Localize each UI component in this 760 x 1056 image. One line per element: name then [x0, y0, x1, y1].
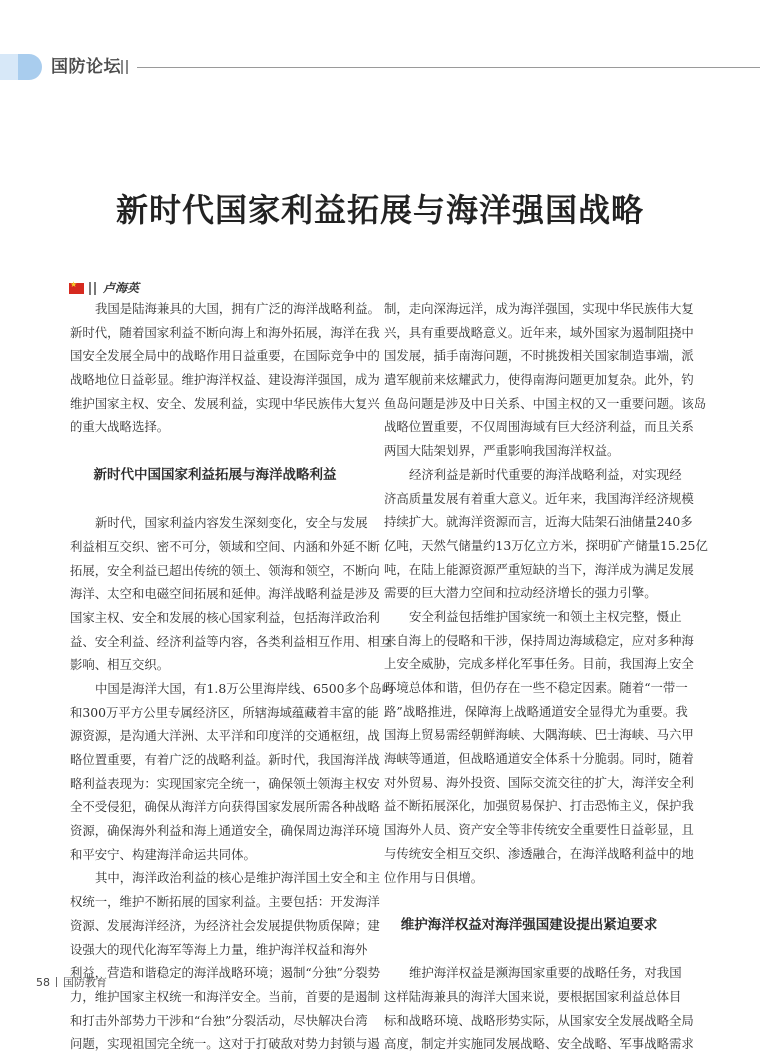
text-line: 的重大战略选择。 — [70, 419, 170, 435]
text-line: 济高质量发展有着重大意义。近年来，我国海洋经济规模 — [384, 490, 694, 506]
text-line: 对外贸易、海外投资、国际交流交往的扩大，海洋安全利 — [384, 774, 694, 790]
text-line: 资源、发展海洋经济，为经济社会发展提供物质保障；建 — [70, 917, 380, 933]
right-column — [384, 297, 708, 1056]
text-line: 问题，实现祖国完全统一。这对于打破敌对势力封锁与遏 — [70, 1036, 380, 1052]
paragraph — [384, 297, 707, 463]
text-line: 我国是陆海兼具的大国，拥有广泛的海洋战略利益。 — [95, 301, 380, 316]
text-line: 鱼岛问题是涉及中日关系、中国主权的又一重要问题。该岛 — [384, 395, 707, 411]
text-line: 略利益表现为：实现国家完全统一，确保领土领海主权安 — [70, 775, 380, 791]
text-line: 国发展，插手南海问题，不时挑拨相关国家制造事端，派 — [384, 348, 694, 364]
text-line: 安全利益包括维护国家统一和领土主权完整，慑止 — [409, 608, 682, 624]
text-line: 这样陆海兼具的海洋大国来说，要根据国家利益总体目 — [384, 988, 682, 1004]
text-line: 亿吨，天然气储量约13万亿立方米，探明矿产储量15.25亿 — [384, 537, 708, 553]
text-line: 国家主权、安全和发展的核心国家利益，包括海洋政治利 — [70, 609, 380, 625]
text-line: 影响、相互交织。 — [70, 657, 170, 673]
header-rule — [137, 67, 760, 68]
text-line: 吨，在陆上能源资源严重短缺的当下，海洋成为满足发展 — [384, 561, 694, 577]
paragraph — [384, 605, 694, 889]
left-column — [70, 297, 395, 1056]
text-line: 益不断拓展深化，加强贸易保护、打击恐怖主义，保护我 — [384, 798, 694, 814]
text-line: 遣军舰前来炫耀武力，使得南海问题更加复杂。此外，钓 — [384, 372, 694, 388]
paragraph — [70, 511, 393, 677]
magazine-name: 国防教育 — [63, 976, 107, 989]
section-spacer — [384, 889, 674, 903]
text-line: 需要的巨大潜力空间和拉动经济增长的强力引擎。 — [384, 585, 657, 601]
text-line: 标和战略环境、战略形势实际，从国家安全发展战略全局 — [384, 1012, 694, 1028]
text-line: 和打击外部势力干涉和“台独”分裂活动，尽快解决台湾 — [70, 1012, 368, 1028]
text-line: 兴，具有重要战略意义。近年来，域外国家为遏制阻挠中 — [384, 324, 694, 340]
text-line: 利益相互交织、密不可分，领域和空间、内涵和外延不断 — [70, 538, 380, 554]
paragraph — [384, 961, 694, 1056]
footer-divider — [56, 977, 57, 987]
text-line: 和300万平方公里专属经济区，所辖海域蕴藏着丰富的能 — [70, 704, 379, 720]
section-spacer — [70, 439, 360, 453]
text-line: 中国是海洋大国，有1.8万公里海岸线、6500多个岛屿 — [95, 680, 395, 696]
page-number: 58 — [36, 976, 50, 989]
text-line: 位作用与日俱增。 — [384, 869, 484, 885]
paragraph — [70, 297, 380, 439]
text-line: 新时代，国家利益内容发生深刻变化，安全与发展 — [95, 515, 368, 531]
text-line: 两国大陆架划界，严重影响我国海洋权益。 — [384, 443, 620, 459]
text-line: 国安全发展全局中的战略作用日益重要，在国际竞争中的 — [70, 348, 380, 364]
text-line: 路”战略推进，保障海上战略通道安全显得尤为重要。我 — [384, 703, 688, 719]
header-divider — [126, 60, 128, 74]
text-line: 资源，确保海外利益和海上通道安全，确保周边海洋环境 — [70, 823, 380, 839]
text-line: 维护国家主权、安全、发展利益，实现中华民族伟大复兴 — [70, 395, 380, 411]
text-line: 国海外人员、资产安全等非传统安全重要性日益彰显，且 — [384, 822, 694, 838]
text-line: 战略地位日益彰显。维护海洋权益、建设海洋强国，成为 — [70, 372, 380, 388]
text-line: 环境总体和谐，但仍存在一些不稳定因素。随着“一带一 — [384, 680, 688, 695]
text-line: 与传统安全相互交织、渗透融合，在海洋战略利益中的地 — [384, 845, 694, 861]
text-line: 来自海上的侵略和干涉，保持周边海域稳定，应对多种海 — [384, 632, 694, 648]
text-line: 源资源，是沟通大洋洲、太平洋和印度洋的交通枢纽，战 — [70, 728, 380, 744]
flag-icon: ★ — [69, 283, 84, 294]
text-line: 利益，营造和谐稳定的海洋战略环境；遏制“分独”分裂势 — [70, 965, 381, 981]
text-line: 制，走向深海远洋，成为海洋强国，实现中华民族伟大复 — [384, 301, 694, 316]
text-line: 上安全威胁，完成多样化军事任务。目前，我国海上安全 — [384, 656, 694, 672]
paragraph — [384, 463, 708, 605]
text-line: 设强大的现代化海军等海上力量，维护海洋权益和海外 — [70, 941, 368, 957]
text-line: 权统一，维护不断拓展的国家利益。主要包括：开发海洋 — [70, 894, 380, 910]
text-line: 维护海洋权益是濒海国家重要的战略任务，对我国 — [409, 965, 682, 981]
text-line: 益、安全利益、经济利益等内容，各类利益相互作用、相互 — [70, 633, 393, 649]
text-line: 其中，海洋政治利益的核心是维护海洋国土安全和主 — [95, 870, 380, 886]
text-line: 新时代，随着国家利益不断向海上和海外拓展，海洋在我 — [70, 324, 380, 340]
text-line: 和平安宁、构建海洋命运共同体。 — [70, 846, 256, 862]
section-spacer — [384, 947, 674, 961]
article-title: 新时代国家利益拓展与海洋强国战略 — [115, 191, 644, 229]
author-divider — [89, 282, 91, 295]
paragraph — [70, 677, 395, 867]
text-line: 经济利益是新时代重要的海洋战略利益，对实现经 — [409, 466, 682, 482]
text-line: 全不受侵犯，确保从海洋方向获得国家发展所需各种战略 — [70, 799, 380, 815]
section-title: 国防论坛 — [51, 57, 121, 77]
section-heading: 新时代中国国家利益拓展与海洋战略利益 — [93, 467, 337, 484]
section-heading: 维护海洋权益对海洋强国建设提出紧迫要求 — [400, 917, 658, 934]
text-line: 力，维护国家主权统一和海洋安全。当前，首要的是遏制 — [70, 988, 380, 1004]
text-line: 海峡等通道，但战略通道安全体系十分脆弱。同时，随着 — [384, 751, 694, 767]
text-line: 拓展，安全利益已超出传统的领土、领海和领空，不断向 — [70, 562, 380, 578]
text-line: 战略位置重要，不仅周围海域有巨大经济利益，而且关系 — [384, 419, 694, 435]
header-divider — [121, 60, 123, 74]
paragraph — [70, 866, 381, 1056]
text-line: 国海上贸易需经朝鲜海峡、大隅海峡、巴士海峡、马六甲 — [384, 727, 694, 743]
page-footer — [36, 976, 107, 990]
header-accent-tab — [0, 54, 42, 80]
text-line: 略位置重要，有着广泛的战略利益。新时代，我国海洋战 — [70, 752, 380, 767]
author-name: 卢海英 — [103, 281, 140, 295]
text-line: 海洋、太空和电磁空间拓展和延伸。海洋战略利益是涉及 — [70, 586, 380, 602]
text-line: 持续扩大。就海洋资源而言，近海大陆架石油储量240多 — [384, 514, 693, 530]
text-line: 高度，制定并实施同发展战略、安全战略、军事战略需求 — [384, 1036, 694, 1052]
section-spacer — [70, 497, 360, 511]
author-divider — [94, 282, 96, 295]
